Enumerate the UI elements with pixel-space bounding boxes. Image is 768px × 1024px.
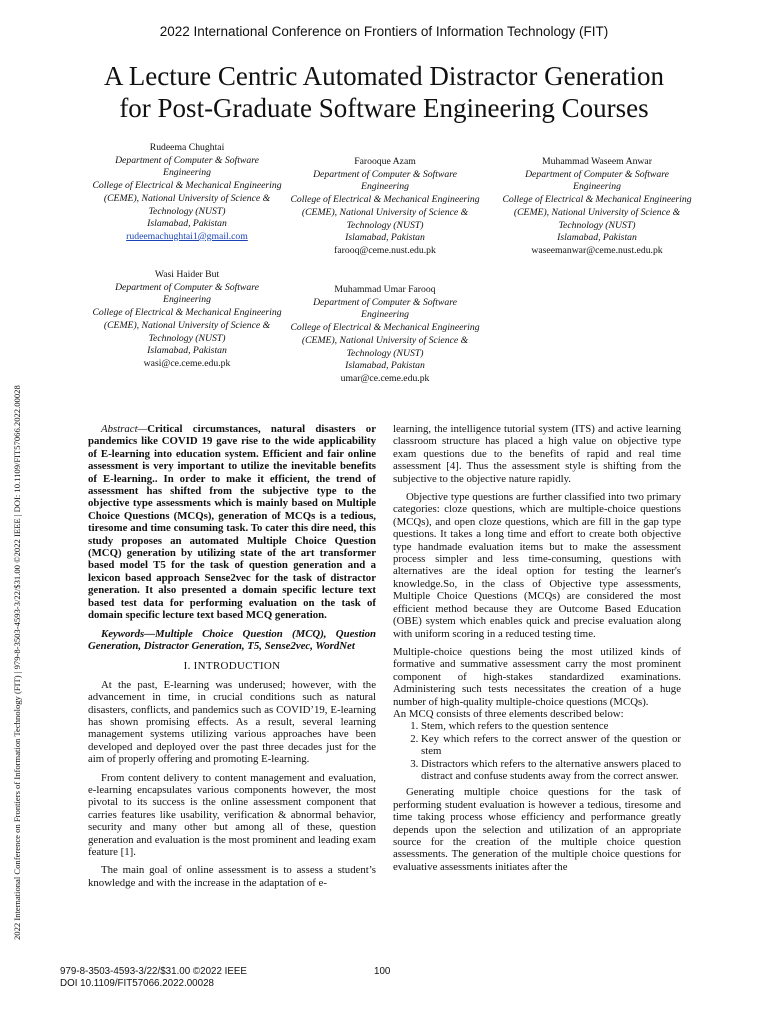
page-number: 100 <box>374 966 391 977</box>
author-dept: Department of Computer & Software Engineering <box>115 281 259 306</box>
author-dept: Department of Computer & Software Engineering <box>313 296 457 321</box>
author-university: (CEME), National University of Science & Technology (NUST) <box>513 206 681 231</box>
list-item: 3. Distractors which refers to the alternative answers placed to distract and confuse students away from the correct answer. <box>421 758 681 783</box>
footer-copyright <box>60 966 247 990</box>
footer-doi: DOI 10.1109/FIT57066.2022.00028 <box>60 978 214 989</box>
section-heading-introduction: I. INTRODUCTION <box>183 660 281 673</box>
author-email: waseemanwar@ceme.nust.edu.pk <box>531 244 663 256</box>
author-university: (CEME), National University of Science & Technology (NUST) <box>103 192 271 217</box>
title-line-2: for Post-Graduate Software Engineering Courses <box>119 93 649 123</box>
author-college: College of Electrical & Mechanical Engineering <box>290 194 480 206</box>
abstract-text: Critical circumstances, natural disasters or pandemics like COVID 19 gave rise to the wide applicability of E-learning into education system. Efficient and fair online assessment is very important to utilize the inevitable benefits of E-learning.. In order to make it efficient, the trend of assessment has shifted from the subjective type to the objective type assessments which is mainly based on Multiple Choice Questions (MCQs), generation of MCQs is a tedious, tiresome and time consuming task. To cater this dire need, this study proposes an automated Multiple Choice Question (MCQ) generation by utilizing state of the art transformer based model T5 for the task of question generation and a lexicon based approach Sense2vec for the task of distractor generation. It also presented a domain specific lecture text based test data for performing evaluation on the task of domain specific lecture text based MCQ generation. <box>88 423 376 622</box>
author-university: (CEME), National University of Science & Technology (NUST) <box>301 334 469 359</box>
paragraph: Multiple-choice questions being the most utilized kinds of formative and summative assessment carry the most prominent component of high-stakes standardized examinations. Administering such tests necessitates the creation of a huge number of high-quality multiple-choice questions (MCQs). <box>393 645 681 708</box>
list-item: 2. Key which refers to the correct answer of the question or stem <box>421 733 681 758</box>
author-dept: Department of Computer & Software Engineering <box>525 168 669 193</box>
author-name: Rudeema Chughtai <box>149 142 225 153</box>
author-name: Muhammad Umar Farooq <box>334 284 436 295</box>
paragraph: Generating multiple choice questions for the task of performing student evaluation is however a tedious, tiresome and time taking process whose efficiency and performance greatly depends upon the selection and utilization of an appropriate source for the creation of the multiple choice question assessments. The generation of the multiple choice questions for evaluative assessments initiates after the <box>393 786 681 873</box>
author-name: Wasi Haider But <box>154 269 220 280</box>
author-college: College of Electrical & Mechanical Engineering <box>92 180 282 192</box>
conference-header: 2022 International Conference on Frontiers of Information Technology (FIT) <box>159 24 609 39</box>
paper-title <box>40 60 728 124</box>
paragraph: From content delivery to content management and evaluation, e-learning encapsulates various components however, the most pivotal to its success is the online assessment component that carries features like usability, verification & abnormal behavior, security and many other but among all of these, question generation and evaluation is the most prominent and leading exam feature [1]. <box>88 771 376 858</box>
paragraph: An MCQ consists of three elements described below: <box>393 707 624 720</box>
mcq-elements-list <box>393 720 681 782</box>
author-city: Islamabad, Pakistan <box>147 345 227 357</box>
author-university: (CEME), National University of Science & Technology (NUST) <box>301 206 469 231</box>
author-block-2 <box>290 156 480 258</box>
author-block-5 <box>290 284 480 386</box>
author-block-1 <box>92 142 282 244</box>
paragraph: Objective type questions are further classified into two primary categories: cloze questions, which are multiple-choice questions (MCQs), and open cloze questions, which are fill in the gap type questions. It takes a long time and effort to create both objective type handmade evaluation items but to make the assessment process simpler and less time-consuming, questions with alternatives are the ideal option for testing the learner's knowledge.So, in the class of Objective type assessments, Multiple Choice Questions (MCQs) are considered the most efficient method because they are Outcome Based Education (OBE) system which enables quick and precise evaluation along with uniform scoring in a reduced testing time. <box>393 491 681 640</box>
list-item: 1. Stem, which refers to the question sentence <box>421 720 681 732</box>
author-dept: Department of Computer & Software Engineering <box>115 154 259 179</box>
sidebar-citation: 2022 International Conference on Frontiers of Information Technology (FIT) | 979-8-3503-4593-3/22/$31.00 ©2022 IEEE | DOI: 10.1109/FIT57066.2022.00028 <box>12 385 22 940</box>
author-name: Farooque Azam <box>354 156 416 167</box>
author-block-4 <box>92 269 282 371</box>
author-college: College of Electrical & Mechanical Engineering <box>92 307 282 319</box>
author-city: Islamabad, Pakistan <box>345 360 425 372</box>
abstract <box>88 423 376 622</box>
author-email: umar@ce.ceme.edu.pk <box>340 372 430 384</box>
keywords: Keywords—Multiple Choice Question (MCQ), Question Generation, Distractor Generation, T5, Sense2vec, WordNet <box>88 627 376 652</box>
author-email: farooq@ceme.nust.edu.pk <box>334 244 436 256</box>
title-line-1: A Lecture Centric Automated Distractor Generation <box>103 61 665 91</box>
author-college: College of Electrical & Mechanical Engineering <box>502 194 692 206</box>
author-email: wasi@ce.ceme.edu.pk <box>143 357 231 369</box>
paragraph: The main goal of online assessment is to assess a student’s knowledge and with the increase in the adaptation of e- <box>88 864 376 889</box>
author-city: Islamabad, Pakistan <box>147 218 227 230</box>
author-block-3 <box>502 156 692 258</box>
right-column <box>393 423 681 879</box>
author-city: Islamabad, Pakistan <box>345 232 425 244</box>
author-name: Muhammad Waseem Anwar <box>542 156 652 167</box>
paragraph: learning, the intelligence tutorial system (ITS) and active learning classroom structure has placed a high value on objective type exam questions due to the benefits of rapid and real time assessment [4]. Thus the assessment style is shifting from the subjective to the objective nature rapidly. <box>393 423 681 485</box>
author-city: Islamabad, Pakistan <box>557 232 637 244</box>
author-email-link[interactable]: rudeemachughtai1@gmail.com <box>126 230 248 242</box>
author-college: College of Electrical & Mechanical Engineering <box>290 322 480 334</box>
author-university: (CEME), National University of Science & Technology (NUST) <box>103 319 271 344</box>
author-dept: Department of Computer & Software Engineering <box>313 168 457 193</box>
footer-isbn: 979-8-3503-4593-3/22/$31.00 ©2022 IEEE <box>60 966 247 977</box>
paragraph: At the past, E-learning was underused; however, with the advancement in time, in crucial conditions such as natural disasters, conflicts, and pandemics such as COVID’19, E-learning has shown promising effects. As a result, several learning management systems utilizing various approaches have been developed and deployed over the past three decades just for the aim of properly offering and promoting E-learning. <box>88 678 376 766</box>
left-column <box>88 423 376 895</box>
abstract-label: Abstract— <box>101 423 148 435</box>
